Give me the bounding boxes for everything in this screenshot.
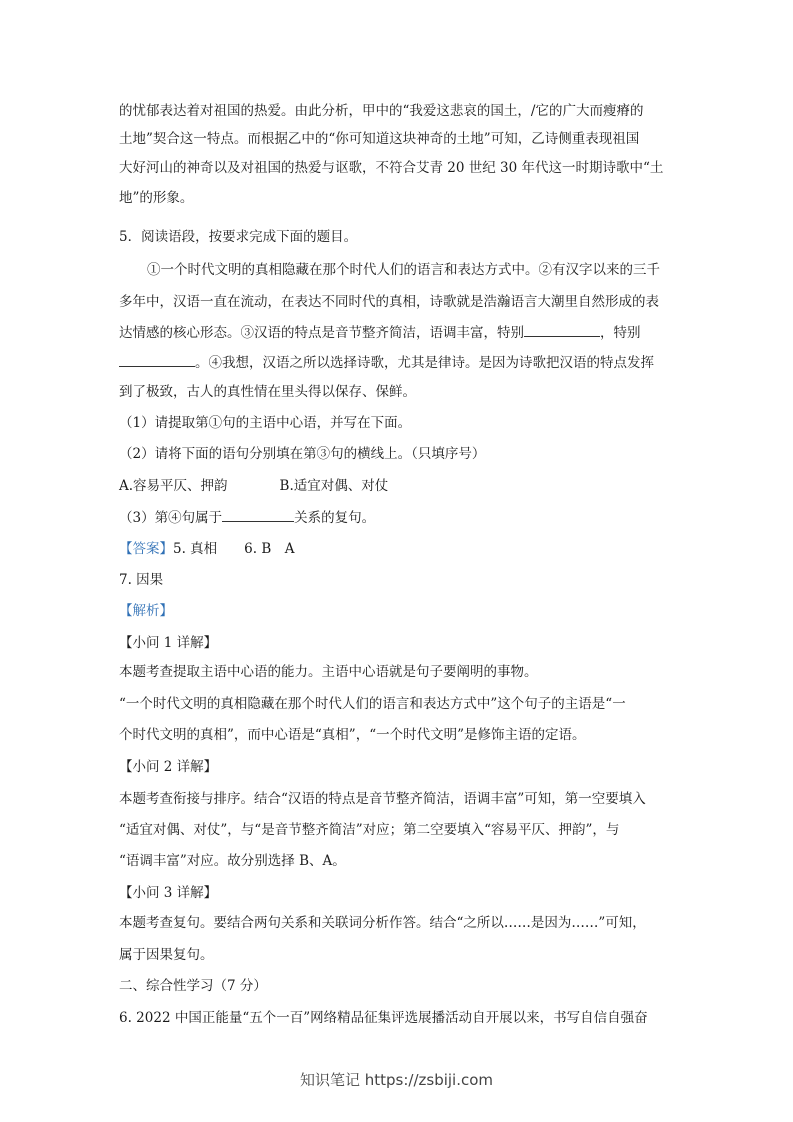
paragraph-line: 土地”契合这一特点。而根据乙中的“你可知道这块神奇的土地”可知，乙诗侧重表现祖国 bbox=[119, 131, 640, 147]
analysis-line: “一个时代文明的真相隐藏在那个时代人们的语言和表达方式中”这个句子的主语是“一 bbox=[119, 696, 626, 712]
analysis-line: 属于因果复句。 bbox=[119, 947, 214, 963]
sub-analysis-heading-3: 【小问 3 详解】 bbox=[119, 885, 218, 901]
passage-line bbox=[119, 322, 679, 343]
answer-tag: 【答案】 bbox=[119, 541, 173, 557]
analysis-line: “语调丰富”对应。故分别选择 B、A。 bbox=[119, 853, 346, 869]
passage-text: 。④我想，汉语之所以选择诗歌，尤其是律诗。是因为诗歌把汉语的特点发挥 bbox=[195, 355, 654, 371]
fill-blank-3 bbox=[222, 507, 294, 522]
question-5-title: 5．阅读语段，按要求完成下面的题目。 bbox=[119, 229, 358, 245]
passage-line bbox=[119, 352, 679, 373]
sub-analysis-heading-1: 【小问 1 详解】 bbox=[119, 635, 218, 651]
passage-text: 达情感的核心形态。③汉语的特点是音节整齐简洁，语调丰富，特别 bbox=[119, 325, 524, 341]
passage-line: ①一个时代文明的真相隐藏在那个时代人们的语言和表达方式中。②有汉字以来的三千 bbox=[147, 262, 660, 278]
analysis-line: 个时代文明的真相”，而中心语是“真相”，“一个时代文明”是修饰主语的定语。 bbox=[119, 727, 586, 743]
analysis-line: “适宜对偶、对仗”，与“是音节整齐简洁”对应；第二空要填入“容易平仄、押韵”，与 bbox=[119, 822, 620, 838]
option-a: A.容易平仄、押韵 bbox=[119, 478, 228, 494]
analysis-line: 本题考查复句。要结合两句关系和关联词分析作答。结合“之所以……是因为……”可知， bbox=[119, 915, 646, 931]
passage-line: 到了极致，古人的真性情在里头得以保存、保鲜。 bbox=[119, 384, 416, 400]
sub-question-3: （3）第④句属于 关系的复句。 bbox=[119, 507, 679, 528]
answer-line bbox=[119, 539, 679, 559]
section-title: 二、综合性学习（7 分） bbox=[119, 978, 267, 994]
sub-question-1: （1）请提取第①句的主语中心语，并写在下面。 bbox=[119, 415, 412, 431]
fill-blank-2 bbox=[119, 352, 195, 367]
analysis-line: 本题考查衔接与排序。结合“汉语的特点是音节整齐简洁，语调丰富”可知，第一空要填入 bbox=[119, 791, 646, 807]
footer-watermark: 知识笔记 https://zsbiji.com bbox=[299, 1071, 494, 1089]
question-6-line: 6. 2022 中国正能量“五个一百”网络精品征集评选展播活动自开展以来，书写自信自强奋 bbox=[119, 1010, 648, 1026]
analysis-tag: 【解析】 bbox=[119, 603, 173, 619]
options-line bbox=[119, 476, 679, 496]
answer-text: 5. 真相 6. B A bbox=[173, 541, 295, 557]
paragraph-line: 地”的形象。 bbox=[119, 190, 194, 206]
paragraph-line: 大好河山的神奇以及对祖国的热爱与讴歌，不符合艾青 20 世纪 30 年代这一时期诗歌中“土 bbox=[119, 160, 664, 176]
paragraph-line: 的忧郁表达着对祖国的热爱。由此分析，甲中的“我爱这悲哀的国土，/它的广大而瘦瘠的 bbox=[119, 103, 644, 119]
sub-question-2: （2）请将下面的语句分别填在第③句的横线上。（只填序号） bbox=[119, 446, 486, 462]
option-b: B.适宜对偶、对仗 bbox=[279, 478, 389, 494]
analysis-line: 本题考查提取主语中心语的能力。主语中心语就是句子要阐明的事物。 bbox=[119, 664, 538, 680]
sub-analysis-heading-2: 【小问 2 详解】 bbox=[119, 759, 218, 775]
answer-line-7: 7. 因果 bbox=[119, 572, 164, 588]
passage-line: 多年中，汉语一直在流动，在表达不同时代的真相，诗歌就是浩瀚语言大潮里自然形成的表 bbox=[119, 294, 659, 310]
passage-text: ，特别 bbox=[600, 325, 641, 341]
fill-blank-1 bbox=[524, 322, 600, 337]
